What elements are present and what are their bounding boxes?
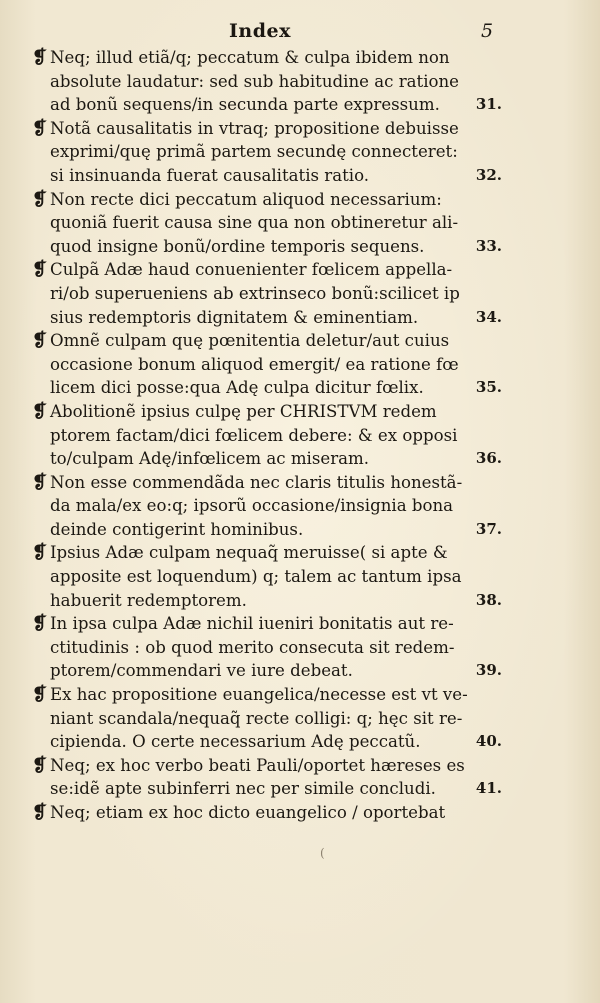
entry-number: 33. (475, 236, 502, 255)
paragraph-mark-icon: ❡ (32, 471, 48, 493)
entry-number: 41. (475, 779, 502, 798)
entry-line (32, 565, 502, 589)
entry-text: Omnẽ culpam quę pœnitentia deletur/aut cuius (50, 331, 450, 351)
index-entry (32, 683, 502, 754)
entry-text: to/culpam Adę/infœlicem ac miseram. (50, 449, 370, 469)
entry-line (32, 636, 502, 660)
paragraph-mark-icon: ❡ (32, 400, 48, 422)
entry-line (32, 46, 502, 70)
entry-text: ad bonũ sequens/in secunda parte expressum. (50, 95, 440, 115)
stray-mark: ( (320, 846, 325, 860)
index-entry (32, 801, 502, 825)
entry-line (32, 70, 502, 94)
entry-text: cipienda. O certe necessarium Adę peccatũ. (50, 732, 421, 752)
page-header (0, 14, 600, 44)
entry-line (32, 707, 502, 731)
index-entry (32, 471, 502, 542)
entry-text: deinde contigerint hominibus. (50, 519, 304, 539)
entry-line (32, 801, 502, 825)
entry-text: Ex hac propositione euangelica/necesse est vt ve- (50, 685, 468, 705)
entry-line (32, 447, 502, 471)
entry-number: 36. (475, 449, 502, 468)
index-entry (32, 117, 502, 188)
entry-text: Culpã Adæ haud conuenienter fœlicem appella- (50, 260, 453, 280)
paragraph-mark-icon: ❡ (32, 542, 48, 564)
entry-text: In ipsa culpa Adæ nichil iueniri bonitatis aut re- (50, 614, 454, 634)
entry-number: 39. (475, 661, 502, 680)
entry-number: 35. (475, 378, 502, 397)
entry-line (32, 730, 502, 754)
entry-line (32, 518, 502, 542)
entry-text: quoniã fuerit causa sine qua non obtineretur ali- (50, 213, 459, 233)
index-entry (32, 258, 502, 329)
entry-line (32, 235, 502, 259)
entry-line (32, 140, 502, 164)
index-entry (32, 329, 502, 400)
index-entry (32, 188, 502, 259)
entry-line (32, 683, 502, 707)
entry-text: niant scandala/nequaq̃ recte colligi: q; hęc sit re- (50, 708, 463, 728)
entry-line (32, 471, 502, 495)
entry-text: se:idẽ apte subinferri nec per simile concludi. (50, 779, 436, 799)
entry-text: Neq; etiam ex hoc dicto euangelico / oportebat (50, 803, 446, 822)
entry-text: occasione bonum aliquod emergit/ ea ratione fœ (50, 354, 459, 374)
index-entry (32, 46, 502, 117)
entry-text: Notã causalitatis in vtraq; propositione debuisse (50, 118, 459, 138)
running-title: Index (229, 20, 291, 42)
paragraph-mark-icon: ❡ (32, 259, 48, 281)
paragraph-mark-icon: ❡ (32, 684, 48, 706)
paragraph-mark-icon: ❡ (32, 754, 48, 776)
entry-number: 32. (475, 165, 502, 184)
paragraph-mark-icon: ❡ (32, 188, 48, 210)
entry-number: 34. (475, 307, 502, 326)
entry-line (32, 188, 502, 212)
index-entry (32, 754, 502, 801)
entry-line (32, 164, 502, 188)
entry-line (32, 329, 502, 353)
entry-number: 37. (475, 519, 502, 538)
index-entry-list (32, 46, 502, 825)
entry-text: ri/ob superueniens ab extrinseco bonũ:scilicet ip (50, 283, 460, 303)
paragraph-mark-icon: ❡ (32, 47, 48, 68)
entry-text: quod insigne bonũ/ordine temporis sequens. (50, 236, 425, 256)
entry-text: habuerit redemptorem. (50, 590, 247, 610)
page-number: 5 (481, 20, 494, 42)
entry-line (32, 117, 502, 141)
entry-text: Neq; ex hoc verbo beati Pauli/oportet hæreses es (50, 755, 465, 775)
entry-number: 31. (475, 95, 502, 114)
entry-text: Abolitionẽ ipsius culpę per CHRISTVM redem (50, 401, 437, 421)
entry-line (32, 211, 502, 235)
entry-line (32, 258, 502, 282)
entry-text: apposite est loquendum) q; talem ac tantum ipsa (50, 567, 462, 587)
entry-text: Ipsius Adæ culpam nequaq̃ meruisse( si apte & (50, 543, 448, 563)
index-entry (32, 400, 502, 471)
paragraph-mark-icon: ❡ (32, 802, 48, 823)
entry-number: 38. (475, 590, 502, 609)
entry-text: ptorem/commendari ve iure debeat. (50, 661, 353, 681)
entry-line (32, 589, 502, 613)
entry-line (32, 754, 502, 778)
paragraph-mark-icon: ❡ (32, 117, 48, 139)
entry-text: Non recte dici peccatum aliquod necessarium: (50, 189, 442, 209)
entry-text: si insinuanda fuerat causalitatis ratio. (50, 165, 370, 185)
entry-line (32, 376, 502, 400)
entry-text: exprimi/quę primã partem secundę connecteret: (50, 142, 458, 162)
entry-line (32, 494, 502, 518)
entry-text: Neq; illud etiã/q; peccatum & culpa ibidem non (50, 48, 450, 67)
entry-line (32, 659, 502, 683)
entry-line (32, 93, 502, 117)
entry-line (32, 400, 502, 424)
entry-line (32, 541, 502, 565)
paragraph-mark-icon: ❡ (32, 330, 48, 352)
entry-line (32, 282, 502, 306)
entry-text: ptorem factam/dici fœlicem debere: & ex opposi (50, 425, 458, 445)
entry-text: absolute laudatur: sed sub habitudine ac ratione (50, 71, 460, 91)
entry-text: da mala/ex eo:q; ipsorũ occasione/insignia bona (50, 496, 454, 516)
entry-number: 40. (475, 732, 502, 751)
index-entry (32, 612, 502, 683)
entry-line (32, 777, 502, 801)
entry-line (32, 424, 502, 448)
entry-text: Non esse commendãda nec claris titulis honestã- (50, 472, 463, 492)
entry-text: ctitudinis : ob quod merito consecuta sit redem- (50, 637, 455, 657)
paragraph-mark-icon: ❡ (32, 613, 48, 635)
index-entry (32, 541, 502, 612)
entry-line (32, 353, 502, 377)
entry-line (32, 612, 502, 636)
entry-text: licem dici posse:qua Adę culpa dicitur fœlix. (50, 378, 424, 398)
entry-line (32, 306, 502, 330)
entry-text: sius redemptoris dignitatem & eminentiam. (50, 307, 419, 327)
